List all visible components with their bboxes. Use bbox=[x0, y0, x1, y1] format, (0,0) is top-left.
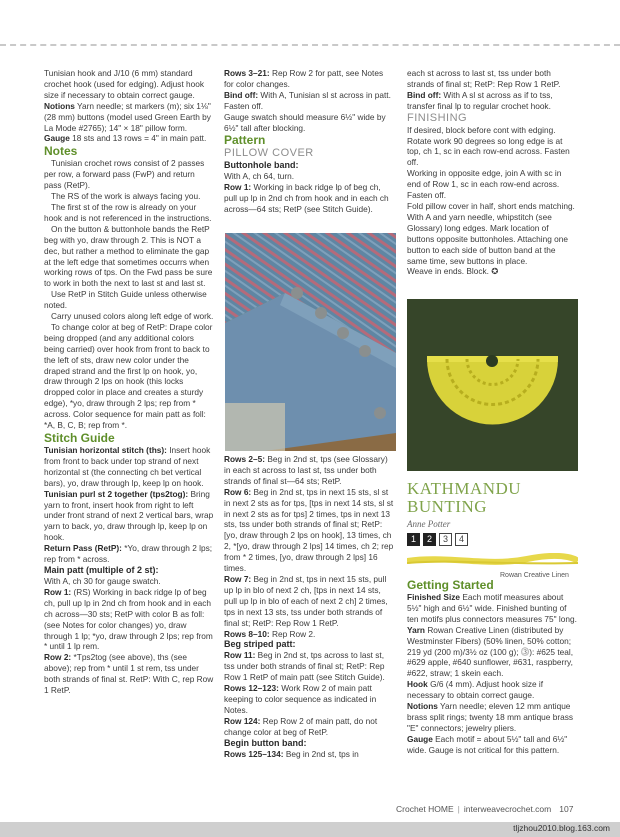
row-label: Row 1: bbox=[224, 182, 252, 193]
note-item: Use RetP in Stitch Guide unless otherwise noted. bbox=[44, 289, 207, 311]
yarn-heading: Yarn bbox=[407, 624, 425, 635]
skill-level-2: 2 bbox=[423, 533, 436, 546]
buttonhole-text: With A, ch 64, turn. bbox=[224, 171, 295, 182]
bunting-motif-photo bbox=[407, 299, 578, 471]
skill-level-4: 4 bbox=[455, 533, 468, 546]
tps2tog-text: Bring yarn to front, insert hook from right to left under front strand of next 2 vertical bars, wrap yarn to back, yo, draw through lp, keep lp on hook. bbox=[44, 488, 214, 543]
row-text: Work Row 2 of main patt keeping to color sequence as indicated in Notes. bbox=[224, 683, 377, 715]
begin-button-band-heading: Begin button band: bbox=[224, 737, 307, 748]
row-label: Rows 3–21: bbox=[224, 68, 270, 78]
notions-label: Notions bbox=[407, 701, 438, 712]
note-item: Carry unused colors along left edge of work. bbox=[51, 311, 214, 322]
row-text: (RS) Working in back ridge lp of beg ch, pull up lp in 2nd ch from hook and in each ch across—30 sts; RetP with color B as foll: (see Notes for color changes) yo, draw through 1 lp; *yo, draw through 2 lps; rep from * until 1 lp rem. bbox=[44, 586, 213, 652]
note-item: Tunisian crochet rows consist of 2 passes per row, a forward pass (FwP) and return pass (RetP). bbox=[44, 158, 205, 191]
row-label: Row 6: bbox=[224, 486, 252, 497]
row-text: Rep Row 2. bbox=[271, 628, 316, 639]
watermark: tljzhou2010.blog.163.com bbox=[513, 823, 610, 833]
return-pass-text: *Yo, draw through 2 lps; rep from * across. bbox=[44, 543, 213, 565]
skill-level bbox=[407, 533, 468, 546]
row-text: Rep Row 2 for patt, see Notes for color changes. bbox=[224, 68, 384, 89]
row-label: Rows 8–10: bbox=[224, 628, 270, 639]
gauge-label: Gauge bbox=[44, 133, 70, 144]
note-item: The first st of the row is already on your hook and is not referenced in the instructions. bbox=[44, 201, 212, 223]
row-text: Rep Row 2 of main patt, do not change color at beg of RetP. bbox=[224, 715, 378, 737]
column-3 bbox=[407, 68, 577, 277]
ths-label: Tunisian horizontal stitch (ths): bbox=[44, 445, 167, 455]
row-text: *Tps2tog (see above), ths (see above); rep from * until 1 st rem, tss under both strands of final st. RetP: With C, rep Row 1 RetP. bbox=[44, 652, 214, 696]
note-item: The RS of the work is always facing you. bbox=[51, 191, 201, 202]
row-label: Row 124: bbox=[224, 715, 261, 726]
continued-text: each st across to last st, tss under both strands of final st; RetP: Rep Row 1 RetP. bbox=[407, 68, 561, 89]
note-item: To change color at beg of RetP: Drape color being dropped (and any additional colors being carried) over hook from front to back to the left of sts, draw new color under the draped strand and the first lp on hook, yo, draw through 2 lps on hook (this locks dropped color in place and creates a sturdy edge), *yo, draw through 2 lps; rep from * across. Color sequence for main patt as foll: *A, B, C, B; rep from *. bbox=[44, 321, 213, 431]
getting-started-section bbox=[407, 578, 577, 756]
hook-text: G/6 (4 mm). Adjust hook size if necessary to obtain correct gauge. bbox=[407, 679, 544, 701]
bind-off-text: With A, Tunisian sl st across in patt. Fasten off. bbox=[224, 89, 391, 111]
ths-text: Insert hook from front to back under top strand of next horizontal st (the connecting ch bet vertical bars), yo, draw through lp, keep lp on hook. bbox=[44, 445, 211, 488]
notions-label: Notions bbox=[44, 100, 75, 111]
bind-off-label: Bind off: bbox=[407, 89, 442, 100]
stitch-divider bbox=[0, 44, 620, 46]
finished-size-label: Finished Size bbox=[407, 592, 461, 602]
main-patt-heading: Main patt (multiple of 2 st): bbox=[44, 564, 159, 575]
hook-label: Hook bbox=[407, 679, 428, 690]
skill-level-3: 3 bbox=[439, 533, 452, 546]
bind-off-text: With A sl st across as if to tss, transfer final lp to regular crochet hook. bbox=[407, 89, 553, 111]
page-number: 107 bbox=[559, 804, 574, 814]
pillow-cover-subheading: PILLOW COVER bbox=[224, 147, 314, 160]
row-label: Rows 125–134: bbox=[224, 748, 284, 759]
row-text: Beg in 2nd st, tps (see Glossary) in each st across to last st, tss under both strands of final st—64 sts; RetP. bbox=[224, 454, 388, 486]
row-text: Beg in 2nd st, tps across to last st, tss under both strands of final st; RetP: Rep Row 1 RetP of main patt (see Stitch Guide). bbox=[224, 650, 385, 683]
gauge-text: 18 sts and 13 rows = 4" in main patt. bbox=[72, 133, 207, 144]
yarn-swatch-image bbox=[407, 553, 578, 569]
row-text: Beg in 2nd st, tps in next 15 sts, pull up lp in blo of next 2 ch, [tps in next 14 sts, pull up lp in blo of each of next 2 ch] 2 times, tps in next 13 sts, tss under both strands of final st; RetP: Rep Row 1 RetP. bbox=[224, 573, 388, 628]
buttonhole-band-heading: Buttonhole band: bbox=[224, 160, 299, 171]
intro-text: Tunisian hook and J/10 (6 mm) standard crochet hook (used for edging). Adjust hook size if necessary to obtain correct gauge. bbox=[44, 68, 205, 100]
finishing-subheading: FINISHING bbox=[407, 111, 468, 124]
row-label: Rows 2–5: bbox=[224, 454, 266, 464]
column-2 bbox=[224, 68, 395, 215]
skill-level-1: 1 bbox=[407, 533, 420, 546]
gauge-label: Gauge bbox=[407, 733, 433, 744]
return-pass-label: Return Pass (RetP): bbox=[44, 543, 122, 554]
finished-size-text: Each motif measures about 5½" high and 6½" wide. Finished bunting of ten motifs plus connectors measures 75" long. bbox=[407, 592, 577, 624]
stitch-guide-heading: Stitch Guide bbox=[44, 431, 115, 445]
pattern-heading: Pattern bbox=[224, 133, 266, 148]
bind-off-label: Bind off: bbox=[224, 89, 259, 100]
notions-text: Yarn needle; st markers (m); six 1⅛" (28 mm) buttons (model used Green Earth by La Mode #2765); 14" × 18" pillow form. bbox=[44, 100, 211, 133]
row-text: Working in back ridge lp of beg ch, pull up lp in 2nd ch from hook and in each ch across—64 sts; RetP (see Stitch Guide). bbox=[224, 182, 389, 215]
yarn-text: Rowan Creative Linen (distributed by Westminster Fibers) (50% linen, 50% cotton; 219 yd (200 m)/3½ oz (100 g); ⓷): #625 teal, #629 apple, #640 sunflower, #631, raspberry, #622, straw; 1 skein each. bbox=[407, 624, 574, 679]
notions-text: Yarn needle; eleven 12 mm antique brass split rings; twenty 18 mm antique brass "E" connectors; jewelry pliers. bbox=[407, 701, 574, 733]
row-label: Row 1: bbox=[44, 586, 72, 597]
kathmandu-title: KATHMANDU BUNTING bbox=[407, 479, 522, 516]
footer-brand: Crochet HOME bbox=[396, 804, 454, 814]
row-label: Row 7: bbox=[224, 573, 252, 584]
gauge-swatch-text: Gauge swatch should measure 6½" wide by 6½" tall after blocking. bbox=[224, 111, 386, 133]
notes-heading: Notes bbox=[44, 144, 78, 159]
tps2tog-label: Tunisian purl st 2 together (tps2tog): bbox=[44, 488, 189, 499]
row-label: Rows 12–123: bbox=[224, 683, 279, 694]
column-2-continued bbox=[224, 454, 395, 760]
row-label: Row 2: bbox=[44, 652, 72, 663]
footer-site[interactable]: interweavecrochet.com bbox=[463, 804, 552, 814]
gauge-text: Each motif = about 5½" tall and 6½" wide. Gauge is not critical for this pattern. bbox=[407, 733, 568, 755]
getting-started-heading: Getting Started bbox=[407, 578, 494, 592]
note-item: On the button & buttonhole bands the RetP beg with yo, draw through 2. This is NOT a dec, but rather a method to eliminate the gap at the left edge that sometimes occurrs when working rows of tps. On the Fwd pass be sure to work in both the next to last st and last st. bbox=[44, 223, 213, 289]
yarn-label: Rowan Creative Linen bbox=[500, 572, 569, 579]
row-text: Beg in 2nd st, tps in bbox=[285, 748, 359, 759]
author-name: Anne Potter bbox=[407, 519, 451, 529]
row-label: Row 11: bbox=[224, 650, 256, 661]
row-text: Beg in 2nd st, tps in next 15 sts, sl st in next 2 sts as for tps, [tps in next 14 sts, sl st in next 2 sts as for tps] 2 times, tps in next 13 sts, tss under both strands of final st; RetP: [yo, draw through 2 lps on hook], 13 times, ch 2, *[yo, draw through 2 lps] 14 times, ch 2; rep from * 2 times, [yo, draw through 2 lps] 16 times. bbox=[224, 486, 394, 574]
main-patt-text: With A, ch 30 for gauge swatch. bbox=[44, 575, 161, 586]
beg-striped-heading: Beg striped patt: bbox=[224, 639, 296, 650]
column-1 bbox=[44, 68, 214, 696]
page-footer: Crochet HOME | interweavecrochet.com 107 bbox=[396, 804, 574, 814]
finishing-text: If desired, block before cont with edging. Rotate work 90 degrees so long edge is at top, ch 1, sc in each row-end across. Fasten off. Working in opposite edge, join A with sc in end of Row 1, sc in each row-end across. Fasten off. Fold pillow cover in half, short ends matching. With A and yarn needle, whipstitch (see Glossary) long edges. Mark location of buttons opposite buttonholes. Attaching one button to each side of button band at the same time, sew buttons in place. Weave in ends. Block. ✪ bbox=[407, 124, 575, 277]
pillow-photo bbox=[225, 233, 396, 451]
